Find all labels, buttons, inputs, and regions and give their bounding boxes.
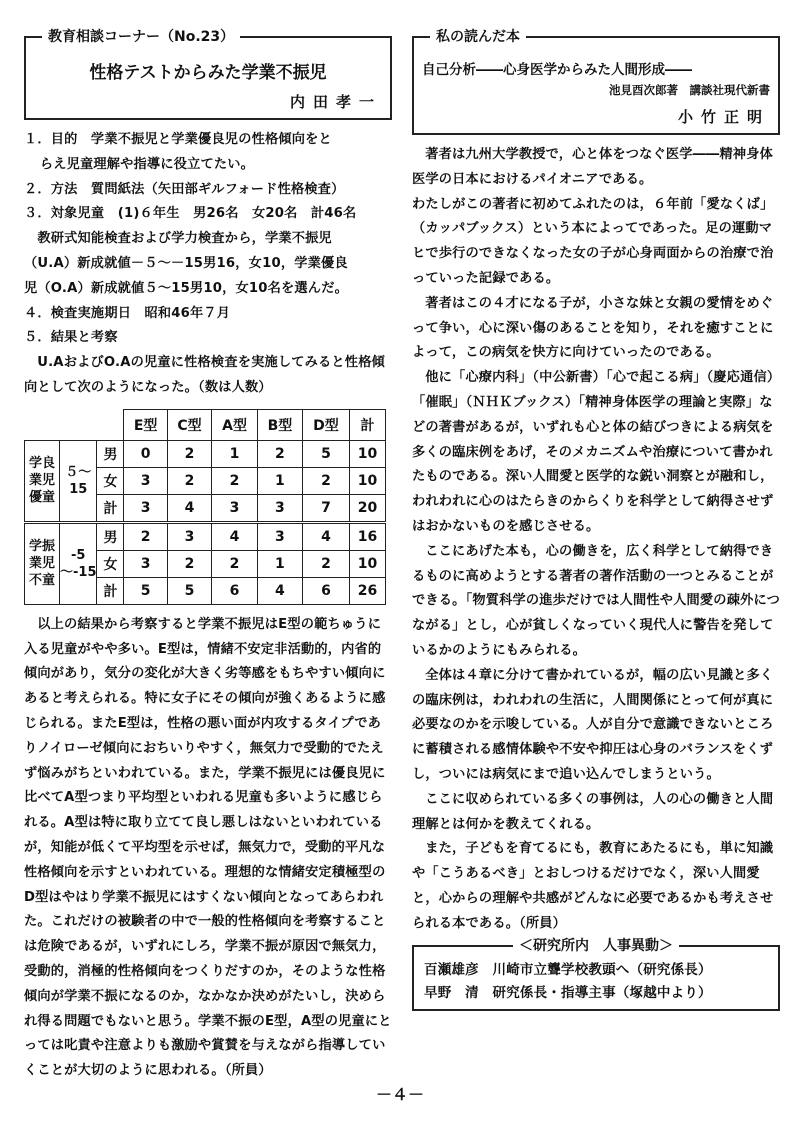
- table-cell: 2: [257, 440, 302, 467]
- personnel-title: ＜研究所内 人事異動＞: [513, 938, 679, 954]
- group-range: ５～15: [60, 440, 97, 522]
- table-cell: 7: [303, 494, 350, 522]
- article-sections: [24, 128, 392, 351]
- table-cell: 2: [167, 467, 212, 494]
- table-cell: 1: [212, 440, 258, 467]
- reviewer-name: 小竹正明: [677, 108, 770, 126]
- row-label: 男: [97, 440, 124, 467]
- group-label: 学振業児不童: [25, 522, 60, 604]
- review-paragraph: 全体は４章に分けて書かれているが，幅の広い見識と多くの臨床例は，われわれの生活に，人間関係にとって何が真に必要なのかを示唆している。人が自分で意識できないところに蓄積される感情体験や不安や抑圧は心身のバランスをくずし，ついには病気にまで追い込んでしまうという。: [412, 667, 774, 782]
- section-line: ４．検査実施期日 昭和46年７月: [24, 305, 231, 321]
- section-line: ３．対象児童 (1)６年生 男26名 女20名 計46名: [24, 206, 357, 222]
- table-header: C型: [167, 409, 212, 440]
- table-cell: 6: [212, 577, 258, 604]
- table-cell: 5: [303, 440, 350, 467]
- book-header: [412, 29, 780, 135]
- personnel-line: 早野 清 研究係長・指導主事（塚越中より）: [424, 984, 712, 1001]
- row-label: 女: [97, 467, 124, 494]
- section-line: 児（O.A）新成就値５～15男10，女10名を選んだ。: [24, 280, 348, 296]
- book-title: 自己分析――心身医学からみた人間形成――: [422, 62, 692, 78]
- table-cell: 2: [124, 522, 167, 550]
- corner-label: 教育相談コーナー（No.23）: [42, 26, 240, 46]
- table-row: [25, 522, 386, 550]
- table-cell: 2: [167, 440, 212, 467]
- table-header: E型: [124, 409, 167, 440]
- corner-label: 私の読んだ本: [430, 26, 526, 46]
- article-author: 内田孝一: [289, 93, 382, 111]
- table-cell: 5: [124, 577, 167, 604]
- results-table: [24, 409, 386, 605]
- table-header: A型: [212, 409, 258, 440]
- table-cell: 3: [257, 522, 302, 550]
- table-header: B型: [257, 409, 302, 440]
- review-paragraph: ここにあげた本も，心の働きを，広く科学として納得できるものに高めようとする著者の著作活動の一つとみることができる。「物質科学の進歩だけでは人間性や人間愛の疎外につながる」とし，心が貧しくなっていく現代人に警告を発しているかのようにもみられる。: [412, 543, 780, 658]
- table-cell: 4: [257, 577, 302, 604]
- table-cell: 3: [124, 494, 167, 522]
- table-cell: 4: [167, 494, 212, 522]
- section-line: ２．方法 質問紙法（矢田部ギルフォード性格検査）: [24, 181, 345, 197]
- review-paragraph: わたしがこの著者に初めてふれたのは，６年前「愛なくば」（カッパブックス）という本によってであった。足の運動マヒで歩行のできなくなった女の子が心身両面からの治療で治っていった記録である。: [412, 196, 774, 286]
- group-label: 学良業児優童: [25, 440, 60, 522]
- article-header: [24, 29, 392, 120]
- table-cell: 20: [349, 494, 385, 522]
- review-body: [412, 143, 780, 937]
- section-line: １．目的 学業不振児と学業優良児の性格傾向をと: [24, 132, 332, 147]
- table-cell: 3: [124, 550, 167, 577]
- table-cell: 3: [167, 522, 212, 550]
- row-label: 計: [97, 494, 124, 522]
- table-cell: 4: [212, 522, 258, 550]
- table-header: 計: [349, 409, 385, 440]
- section-line: ５．結果と考察: [24, 330, 118, 346]
- results-intro: U.AおよびO.Aの児童に性格検査を実施してみると性格傾向として次のようになった。（数は人数）: [24, 355, 385, 395]
- table-cell: 6: [303, 577, 350, 604]
- row-label: 計: [97, 577, 124, 604]
- table-cell: 2: [303, 467, 350, 494]
- personnel-box: [412, 937, 780, 1011]
- review-paragraph: 著者はこの４才になる子が，小さな妹と女親の愛情をめぐって争い，心に深い傷のあることを知り，それを癒すことによって，この病気を快方に向けていったのである。: [412, 295, 774, 361]
- table-header: D型: [303, 409, 350, 440]
- table-header-row: [25, 409, 386, 440]
- review-paragraph: 他に「心療内科」（中公新書）「心で起こる病」（慶応通信）「催眠」（ＮＨＫブックス）「精神身体医学の理論と実際」などの著書があるが，いずれも心と体の結びつきによる病気を多くの臨床例をあげ，そのメカニズムや治療について書かれたものである。深い人間愛と医学的な鋭い洞察とが融和し，われわれに心のはたらきのからくりを科学として納得させずはおかないものを感じさせる。: [412, 370, 774, 534]
- table-cell: 1: [257, 550, 302, 577]
- book-meta: 池見酉次郎著 講談社現代新書: [609, 83, 770, 97]
- section-line: （U.A）新成就値－５～－15男16，女10，学業優良: [24, 255, 348, 271]
- table-cell: 1: [257, 467, 302, 494]
- section-line: 教研式知能検査および学力検査から，学業不振児: [24, 231, 332, 247]
- article-title: 性格テストからみた学業不振児: [89, 63, 327, 83]
- right-column: [412, 28, 780, 1011]
- review-paragraph: また，子どもを育てるにも，教育にあたるにも，単に知識や「こうあるべき」とおしつけるだけでなく，深い人間愛と，心からの理解や共感がどんなに必要であるかも考えさせられる本である。（所員）: [412, 841, 774, 931]
- table-cell: 3: [257, 494, 302, 522]
- left-column: [24, 28, 392, 1084]
- table-cell: 2: [167, 550, 212, 577]
- table-row: [25, 440, 386, 467]
- row-label: 女: [97, 550, 124, 577]
- table-cell: 2: [212, 550, 258, 577]
- review-paragraph: ここに収められている多くの事例は，人の心の働きと人間理解とは何かを教えてくれる。: [412, 791, 774, 832]
- row-label: 男: [97, 522, 124, 550]
- table-cell: 10: [349, 440, 385, 467]
- group-range: -5～-15: [60, 522, 97, 604]
- table-cell: 16: [349, 522, 385, 550]
- table-cell: 5: [167, 577, 212, 604]
- table-cell: 3: [212, 494, 258, 522]
- section-line: らえ児童理解や指導に役立てたい。: [39, 156, 255, 172]
- table-cell: 4: [303, 522, 350, 550]
- table-cell: 0: [124, 440, 167, 467]
- table-cell: 10: [349, 550, 385, 577]
- table-cell: 10: [349, 467, 385, 494]
- table-cell: 26: [349, 577, 385, 604]
- table-cell: 3: [124, 467, 167, 494]
- table-cell: 2: [303, 550, 350, 577]
- discussion-text: 以上の結果から考察すると学業不振児はE型の範ちゅうに入る児童がやや多い。E型は，情緒不安定非活動的，内省的傾向があり，気分の変化が大きく劣等感をもちやすい傾向にあると考えられる。特に女子にその傾向が強くあるように感じられる。またE型は，性格の悪い面が内攻するタイプでありノイローゼ傾向におちいりやすく，無気力で受動的でたえず悩みがちといわれている。また，学業不振児には優良児に比べてA型つまり平均型といわれる児童も多いように感じられる。A型は特に取り立てて良し悪しはないといわれているが，知能が低くて平均型を示せば，無気力で，受動的平凡な性格傾向を示すといわれている。理想的な情緒安定積極型のD型はやはり学業不振児にはすくない傾向となってあらわれた。これだけの被験者の中で一般的性格傾向を考察することは危険であるが，いずれにしろ，学業不振が原因で無気力，受動的，消極的性格傾向をつくりだすのか，そのような性格傾向が学業不振になるのか，なかなか決めがたいし，決められ得る問題でもないと思う。学業不振のE型，A型の児童にとっては叱責や注意よりも激励や賞賛を与えながら指導していくことが大切のように思われる。（所員）: [24, 616, 392, 1079]
- review-paragraph: 著者は九州大学教授で，心と体をつなぐ医学――精神身体医学の日本におけるパイオニアである。: [412, 147, 773, 187]
- page-number: －４－: [375, 1085, 424, 1104]
- personnel-line: 百瀬雄彦 川崎市立聾学校教頭へ（研究係長）: [424, 961, 712, 978]
- table-cell: 2: [212, 467, 258, 494]
